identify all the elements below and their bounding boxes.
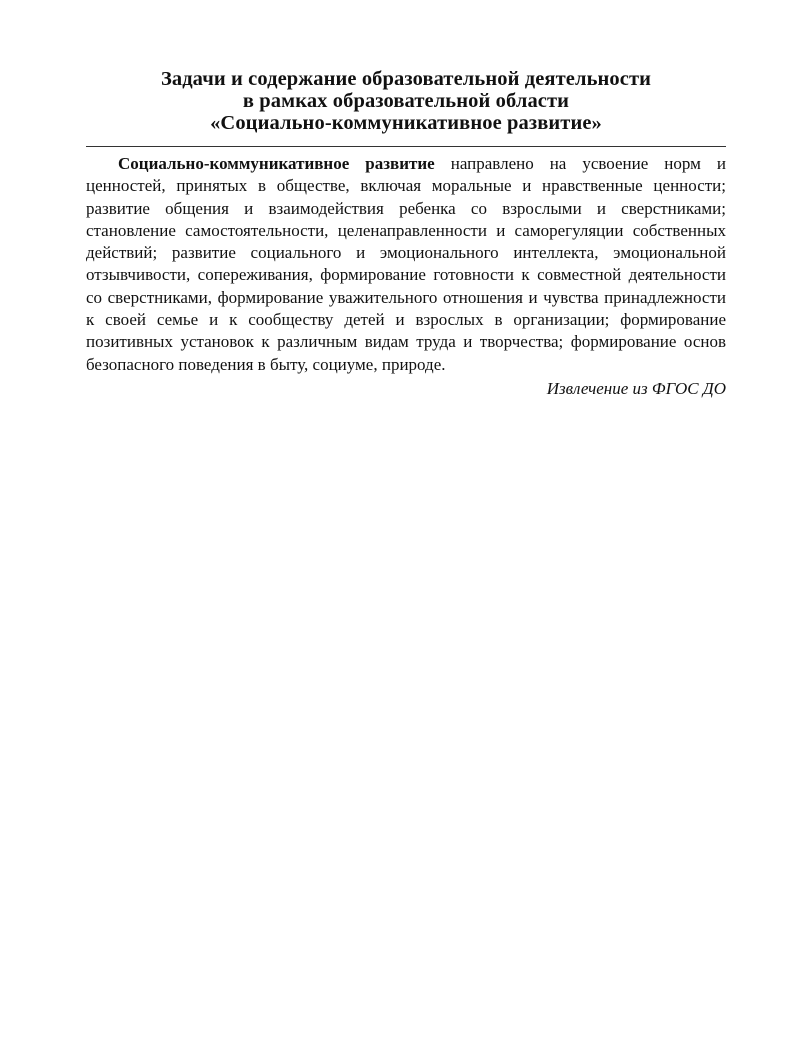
document-title (86, 68, 726, 134)
title-divider (86, 146, 726, 147)
title-line-3: «Социально-коммуникативное развитие» (210, 112, 602, 134)
title-line-1: Задачи и содержание образовательной деятельности (160, 68, 652, 90)
body-paragraph (86, 153, 726, 376)
document-page (86, 68, 726, 400)
bold-lead-term: Социально-коммуникативное развитие (118, 154, 435, 173)
paragraph-text: направлено на усвоение норм и ценностей, принятых в обществе, включая моральные и нравственные ценности; развитие общения и взаимодействия ребенка со взрослыми и сверстниками; становление самостоятельности, целенаправленности и саморегуляции собственных действий; развитие социального и эмоционального интеллекта, эмоциональной отзывчивости, сопереживания, формирование готовности к совместной деятельности со сверстниками, формирование уважительного отношения и чувства принадлежности к своей семье и к сообществу детей и взрослых в организации; формирование позитивных установок к различным видам труда и творчества; формирование основ безопасного поведения в быту, социуме, природе. (86, 154, 726, 374)
source-citation: Извлечение из ФГОС ДО (546, 378, 726, 398)
title-line-2: в рамках образовательной области (242, 90, 570, 112)
